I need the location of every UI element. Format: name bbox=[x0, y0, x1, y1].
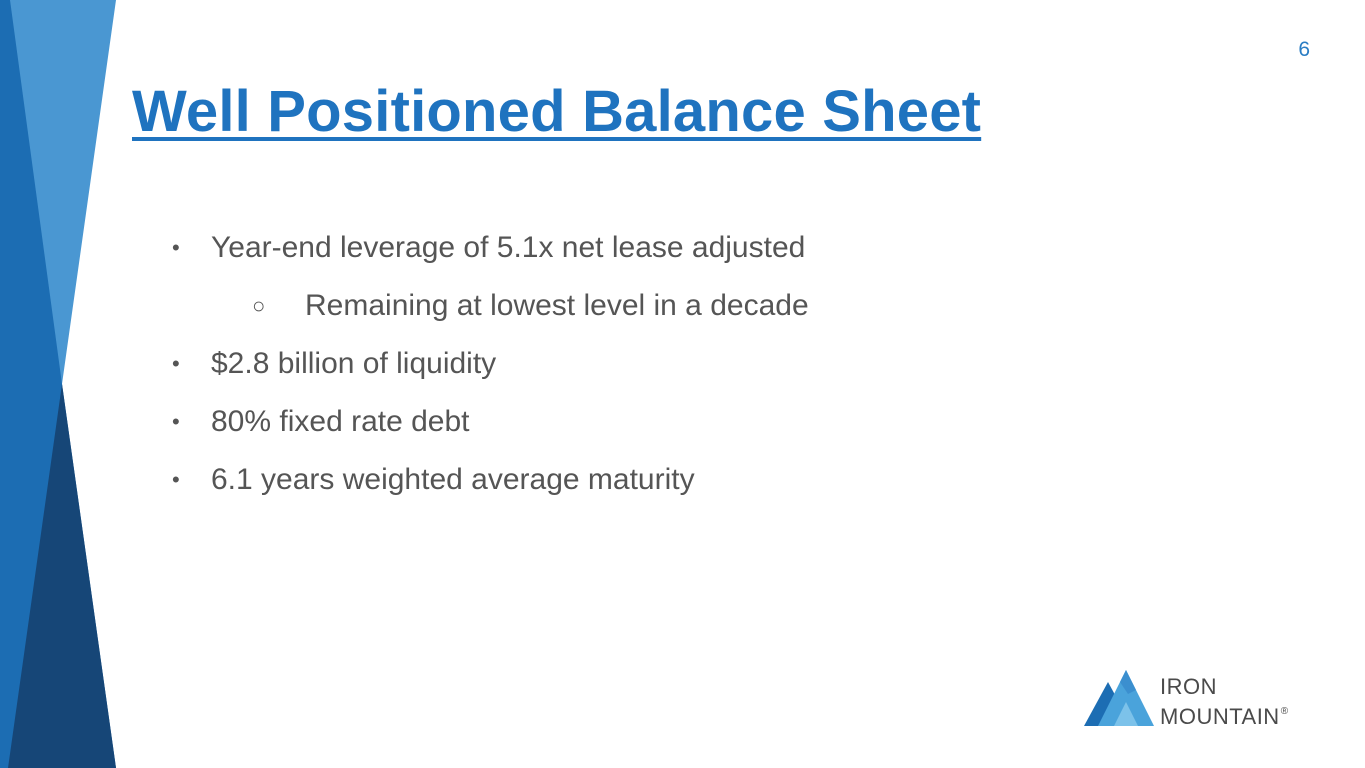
bullet-marker: ○ bbox=[252, 293, 266, 318]
page-number: 6 bbox=[1298, 38, 1310, 61]
mountain-peaks-icon bbox=[1084, 668, 1156, 728]
bullet-text: $2.8 billion of liquidity bbox=[211, 347, 497, 380]
bullet-marker: • bbox=[172, 351, 180, 376]
logo-text-mountain bbox=[1160, 704, 1289, 730]
logo-text-mountain-word: MOUNTAIN bbox=[1160, 704, 1280, 729]
bullet-marker: • bbox=[172, 409, 180, 434]
left-decorative-band bbox=[0, 0, 120, 768]
iron-mountain-logo bbox=[1084, 668, 1314, 730]
slide-title: Well Positioned Balance Sheet bbox=[132, 79, 982, 144]
bullet-text: Year-end leverage of 5.1x net lease adjusted bbox=[211, 231, 806, 264]
bullet-marker: • bbox=[172, 467, 180, 492]
bullet-text: 6.1 years weighted average maturity bbox=[211, 463, 695, 496]
registered-mark: ® bbox=[1280, 706, 1289, 717]
bullet-text: Remaining at lowest level in a decade bbox=[305, 289, 809, 322]
logo-text-iron: IRON bbox=[1160, 674, 1217, 699]
bullet-text: 80% fixed rate debt bbox=[211, 405, 470, 438]
bullet-marker: • bbox=[172, 235, 180, 260]
